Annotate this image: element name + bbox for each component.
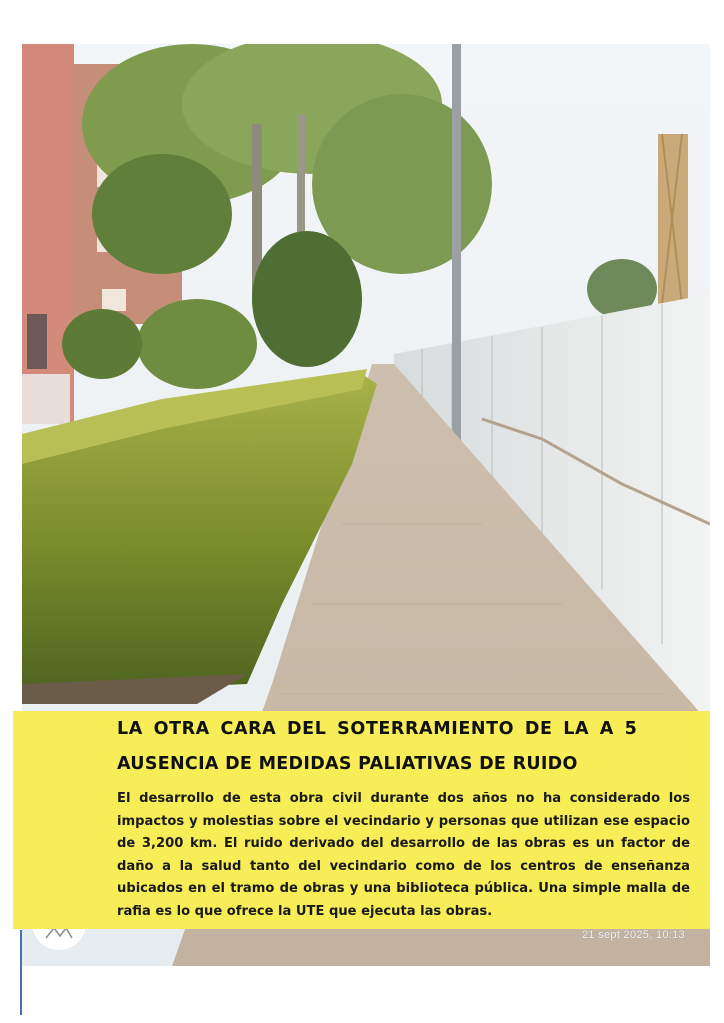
scan-edge-line [20,930,22,1015]
caption-subtitle: AUSENCIA DE MEDIDAS PALIATIVAS DE RUIDO [117,754,578,774]
date-stamp: 21 sept 2025, 10:13 [582,929,685,941]
caption-box [13,711,710,929]
caption-title: LA OTRA CARA DEL SOTERRAMIENTO DE LA A 5 [117,719,638,739]
caption-body: El desarrollo de esta obra civil durante dos años no ha considerado los impactos y molestias sobre el vecindario y personas que utilizan ese espacio de 3,200 km. El ruido derivado del desarrollo de las obras es un factor de daño a la salud tanto del vecindario como de los centros de enseñanza ubicados en el tramo de obras y una biblioteca pública. Una simple malla de rafia es lo que ofrece la UTE que ejecuta las obras. [117,791,690,919]
